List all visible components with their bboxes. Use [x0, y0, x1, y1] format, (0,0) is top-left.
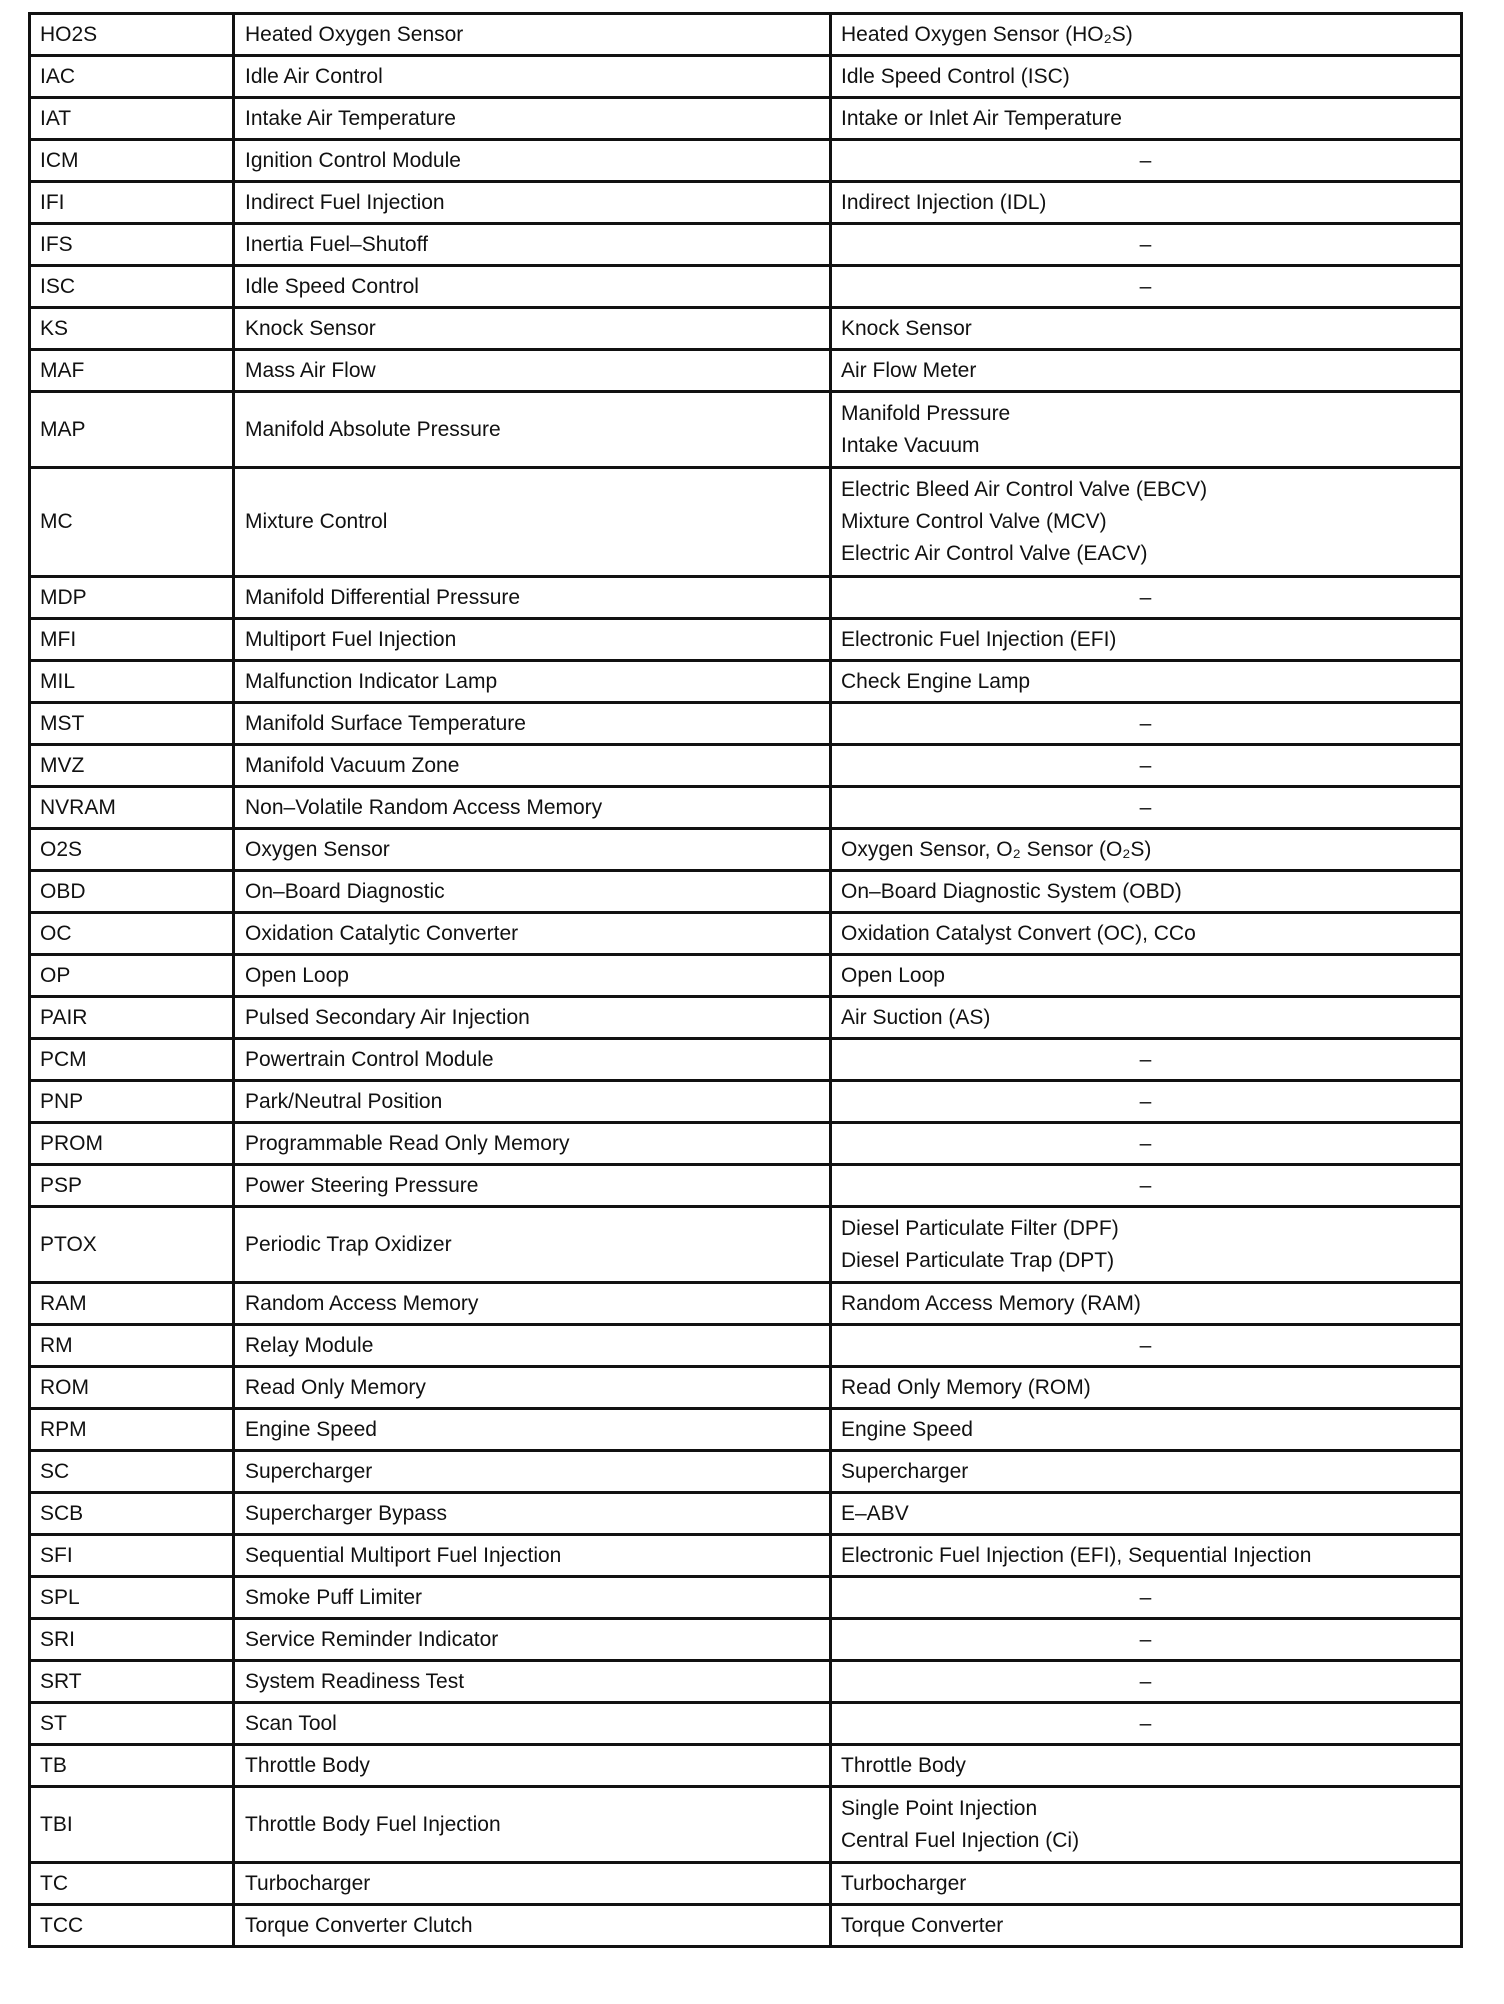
table-row [30, 1703, 1462, 1745]
acronym-cell: IFI [30, 182, 234, 224]
acronym-cell: ROM [30, 1367, 234, 1409]
alternate-term: – [1139, 1173, 1152, 1197]
acronym-cell: PSP [30, 1165, 234, 1207]
alternate-terms-cell [831, 997, 1462, 1039]
term-cell: Malfunction Indicator Lamp [234, 661, 831, 703]
alternate-terms-cell [831, 224, 1462, 266]
acronym-cell: MAP [30, 392, 234, 468]
table-row [30, 266, 1462, 308]
acronym-reference-sheet [28, 12, 1460, 1948]
table-row [30, 1905, 1462, 1947]
table-row [30, 350, 1462, 392]
alternate-terms-cell [831, 1905, 1462, 1947]
table-row [30, 1863, 1462, 1905]
term-cell: Torque Converter Clutch [234, 1905, 831, 1947]
term-cell: Oxygen Sensor [234, 829, 831, 871]
table-row [30, 1787, 1462, 1863]
alternate-term: – [1139, 1131, 1152, 1155]
term-cell: Supercharger Bypass [234, 1493, 831, 1535]
alternate-term: – [1139, 232, 1152, 256]
term-cell: Read Only Memory [234, 1367, 831, 1409]
table-row [30, 1535, 1462, 1577]
acronym-cell: TB [30, 1745, 234, 1787]
term-cell: Heated Oxygen Sensor [234, 14, 831, 56]
term-cell: Service Reminder Indicator [234, 1619, 831, 1661]
alternate-term: Heated Oxygen Sensor (HO₂S) [841, 22, 1133, 46]
alternate-term: – [1139, 1333, 1152, 1357]
table-row [30, 182, 1462, 224]
alternate-term: Mixture Control Valve (MCV) [841, 510, 1107, 533]
alternate-terms-cell [831, 661, 1462, 703]
acronym-cell: MVZ [30, 745, 234, 787]
alternate-term: Manifold Pressure [841, 401, 1011, 425]
table-row [30, 871, 1462, 913]
alternate-terms-cell [831, 1577, 1462, 1619]
alternate-terms-cell [831, 1409, 1462, 1451]
alternate-term: Check Engine Lamp [841, 669, 1031, 693]
alternate-terms-cell [831, 1367, 1462, 1409]
acronym-cell: RM [30, 1325, 234, 1367]
table-row [30, 56, 1462, 98]
table-row [30, 829, 1462, 871]
alternate-terms-cell [831, 1535, 1462, 1577]
term-cell: Multiport Fuel Injection [234, 619, 831, 661]
acronym-cell: RPM [30, 1409, 234, 1451]
alternate-terms-cell [831, 266, 1462, 308]
term-cell: On–Board Diagnostic [234, 871, 831, 913]
term-cell: Power Steering Pressure [234, 1165, 831, 1207]
alternate-terms-cell [831, 703, 1462, 745]
acronym-cell: IAC [30, 56, 234, 98]
acronym-cell: ISC [30, 266, 234, 308]
alternate-term: Oxygen Sensor, O₂ Sensor (O₂S) [841, 837, 1152, 861]
term-cell: Scan Tool [234, 1703, 831, 1745]
table-row [30, 1493, 1462, 1535]
alternate-terms-cell [831, 1039, 1462, 1081]
alternate-terms-cell [831, 56, 1462, 98]
alternate-term: Single Point Injection [841, 1796, 1038, 1820]
table-row [30, 1123, 1462, 1165]
term-cell: Smoke Puff Limiter [234, 1577, 831, 1619]
acronym-cell: SPL [30, 1577, 234, 1619]
acronym-cell: HO2S [30, 14, 234, 56]
acronym-cell: PAIR [30, 997, 234, 1039]
alternate-terms-cell [831, 1703, 1462, 1745]
term-cell: Sequential Multiport Fuel Injection [234, 1535, 831, 1577]
acronym-table-body [30, 14, 1462, 1947]
term-cell: System Readiness Test [234, 1661, 831, 1703]
acronym-cell: IFS [30, 224, 234, 266]
alternate-terms-cell [831, 829, 1462, 871]
term-cell: Turbocharger [234, 1863, 831, 1905]
alternate-terms-cell [831, 98, 1462, 140]
acronym-cell: TC [30, 1863, 234, 1905]
alternate-terms-cell [831, 392, 1462, 468]
alternate-terms-cell [831, 619, 1462, 661]
alternate-term: Air Flow Meter [841, 358, 977, 382]
term-cell: Periodic Trap Oxidizer [234, 1207, 831, 1283]
alternate-term: Open Loop [841, 963, 945, 987]
table-row [30, 787, 1462, 829]
alternate-term: Indirect Injection (IDL) [841, 190, 1047, 214]
alternate-terms-cell [831, 1661, 1462, 1703]
alternate-term: – [1139, 1585, 1152, 1609]
alternate-term: Idle Speed Control (ISC) [841, 64, 1070, 88]
alternate-terms-cell [831, 955, 1462, 997]
alternate-term: Read Only Memory (ROM) [841, 1375, 1091, 1399]
term-cell: Manifold Differential Pressure [234, 577, 831, 619]
table-row [30, 1039, 1462, 1081]
acronym-cell: SCB [30, 1493, 234, 1535]
term-cell: Ignition Control Module [234, 140, 831, 182]
alternate-terms-cell [831, 1863, 1462, 1905]
alternate-term: Torque Converter [841, 1913, 1004, 1937]
alternate-terms-cell [831, 913, 1462, 955]
term-cell: Manifold Vacuum Zone [234, 745, 831, 787]
alternate-terms-cell [831, 1787, 1462, 1863]
alternate-term: Central Fuel Injection (Ci) [841, 1828, 1080, 1852]
term-cell: Manifold Absolute Pressure [234, 392, 831, 468]
table-row [30, 1661, 1462, 1703]
table-row [30, 745, 1462, 787]
acronym-cell: PTOX [30, 1207, 234, 1283]
table-row [30, 913, 1462, 955]
acronym-cell: OC [30, 913, 234, 955]
alternate-term: – [1139, 795, 1152, 819]
table-row [30, 1577, 1462, 1619]
acronym-cell: MST [30, 703, 234, 745]
term-cell: Inertia Fuel–Shutoff [234, 224, 831, 266]
acronym-cell: MAF [30, 350, 234, 392]
alternate-term: – [1139, 1047, 1152, 1071]
alternate-term: – [1139, 274, 1152, 298]
acronym-cell: O2S [30, 829, 234, 871]
alternate-term: – [1139, 711, 1152, 735]
acronym-cell: KS [30, 308, 234, 350]
acronym-cell: MC [30, 468, 234, 577]
table-row [30, 1451, 1462, 1493]
term-cell: Mixture Control [234, 468, 831, 577]
acronym-cell: SRI [30, 1619, 234, 1661]
alternate-term: Intake or Inlet Air Temperature [841, 106, 1122, 130]
alternate-term: Diesel Particulate Trap (DPT) [841, 1248, 1115, 1272]
acronym-table [28, 12, 1463, 1948]
alternate-term: Electric Air Control Valve (EACV) [841, 542, 1148, 565]
term-cell: Idle Air Control [234, 56, 831, 98]
term-cell: Idle Speed Control [234, 266, 831, 308]
acronym-cell: TBI [30, 1787, 234, 1863]
table-row [30, 1207, 1462, 1283]
alternate-term: – [1139, 1089, 1152, 1113]
alternate-terms-cell [831, 1123, 1462, 1165]
acronym-cell: RAM [30, 1283, 234, 1325]
acronym-cell: ST [30, 1703, 234, 1745]
alternate-term: Turbocharger [841, 1871, 967, 1895]
term-cell: Throttle Body [234, 1745, 831, 1787]
acronym-cell: SFI [30, 1535, 234, 1577]
term-cell: Relay Module [234, 1325, 831, 1367]
term-cell: Open Loop [234, 955, 831, 997]
table-row [30, 468, 1462, 577]
alternate-term: Electric Bleed Air Control Valve (EBCV) [841, 478, 1208, 501]
alternate-terms-cell [831, 1207, 1462, 1283]
alternate-terms-cell [831, 1451, 1462, 1493]
alternate-term: Knock Sensor [841, 316, 972, 340]
table-row [30, 224, 1462, 266]
alternate-terms-cell [831, 871, 1462, 913]
alternate-terms-cell [831, 350, 1462, 392]
table-row [30, 308, 1462, 350]
table-row [30, 392, 1462, 468]
alternate-term: Throttle Body [841, 1753, 966, 1777]
term-cell: Throttle Body Fuel Injection [234, 1787, 831, 1863]
acronym-cell: MDP [30, 577, 234, 619]
term-cell: Mass Air Flow [234, 350, 831, 392]
alternate-term: – [1139, 1669, 1152, 1693]
term-cell: Engine Speed [234, 1409, 831, 1451]
alternate-terms-cell [831, 1745, 1462, 1787]
alternate-terms-cell [831, 577, 1462, 619]
table-row [30, 1081, 1462, 1123]
term-cell: Manifold Surface Temperature [234, 703, 831, 745]
table-row [30, 619, 1462, 661]
alternate-terms-cell [831, 1283, 1462, 1325]
term-cell: Oxidation Catalytic Converter [234, 913, 831, 955]
table-row [30, 1325, 1462, 1367]
acronym-cell: OP [30, 955, 234, 997]
alternate-terms-cell [831, 787, 1462, 829]
alternate-term: Intake Vacuum [841, 433, 980, 457]
acronym-cell: TCC [30, 1905, 234, 1947]
alternate-term: – [1139, 753, 1152, 777]
alternate-terms-cell [831, 468, 1462, 577]
table-row [30, 955, 1462, 997]
alternate-terms-cell [831, 1619, 1462, 1661]
table-row [30, 98, 1462, 140]
alternate-term: Electronic Fuel Injection (EFI), Sequential Injection [841, 1543, 1312, 1567]
alternate-terms-cell [831, 1165, 1462, 1207]
table-row [30, 577, 1462, 619]
acronym-cell: ICM [30, 140, 234, 182]
table-row [30, 661, 1462, 703]
term-cell: Park/Neutral Position [234, 1081, 831, 1123]
alternate-term: Electronic Fuel Injection (EFI) [841, 627, 1117, 651]
alternate-term: – [1139, 1711, 1152, 1735]
alternate-term: Diesel Particulate Filter (DPF) [841, 1216, 1119, 1240]
alternate-terms-cell [831, 182, 1462, 224]
alternate-term: E–ABV [841, 1501, 909, 1525]
alternate-term: Engine Speed [841, 1417, 973, 1441]
acronym-cell: NVRAM [30, 787, 234, 829]
table-row [30, 1283, 1462, 1325]
term-cell: Powertrain Control Module [234, 1039, 831, 1081]
table-row [30, 14, 1462, 56]
alternate-term: – [1139, 585, 1152, 609]
term-cell: Intake Air Temperature [234, 98, 831, 140]
alternate-term: – [1139, 1627, 1152, 1651]
alternate-terms-cell [831, 1493, 1462, 1535]
table-row [30, 1745, 1462, 1787]
term-cell: Supercharger [234, 1451, 831, 1493]
table-row [30, 997, 1462, 1039]
acronym-cell: MIL [30, 661, 234, 703]
term-cell: Indirect Fuel Injection [234, 182, 831, 224]
alternate-terms-cell [831, 1325, 1462, 1367]
alternate-term: Supercharger [841, 1459, 969, 1483]
term-cell: Random Access Memory [234, 1283, 831, 1325]
acronym-cell: IAT [30, 98, 234, 140]
table-row [30, 703, 1462, 745]
alternate-terms-cell [831, 14, 1462, 56]
acronym-cell: PCM [30, 1039, 234, 1081]
table-row [30, 1619, 1462, 1661]
term-cell: Pulsed Secondary Air Injection [234, 997, 831, 1039]
acronym-cell: OBD [30, 871, 234, 913]
alternate-term: – [1139, 148, 1152, 172]
alternate-terms-cell [831, 745, 1462, 787]
acronym-cell: SC [30, 1451, 234, 1493]
alternate-term: On–Board Diagnostic System (OBD) [841, 879, 1182, 903]
alternate-terms-cell [831, 308, 1462, 350]
table-row [30, 140, 1462, 182]
acronym-cell: PROM [30, 1123, 234, 1165]
alternate-term: Air Suction (AS) [841, 1005, 991, 1029]
acronym-cell: SRT [30, 1661, 234, 1703]
alternate-terms-cell [831, 140, 1462, 182]
term-cell: Knock Sensor [234, 308, 831, 350]
table-row [30, 1165, 1462, 1207]
table-row [30, 1367, 1462, 1409]
table-row [30, 1409, 1462, 1451]
term-cell: Non–Volatile Random Access Memory [234, 787, 831, 829]
acronym-cell: MFI [30, 619, 234, 661]
alternate-terms-cell [831, 1081, 1462, 1123]
alternate-term: Random Access Memory (RAM) [841, 1291, 1141, 1315]
acronym-cell: PNP [30, 1081, 234, 1123]
alternate-term: Oxidation Catalyst Convert (OC), CCo [841, 921, 1196, 945]
term-cell: Programmable Read Only Memory [234, 1123, 831, 1165]
